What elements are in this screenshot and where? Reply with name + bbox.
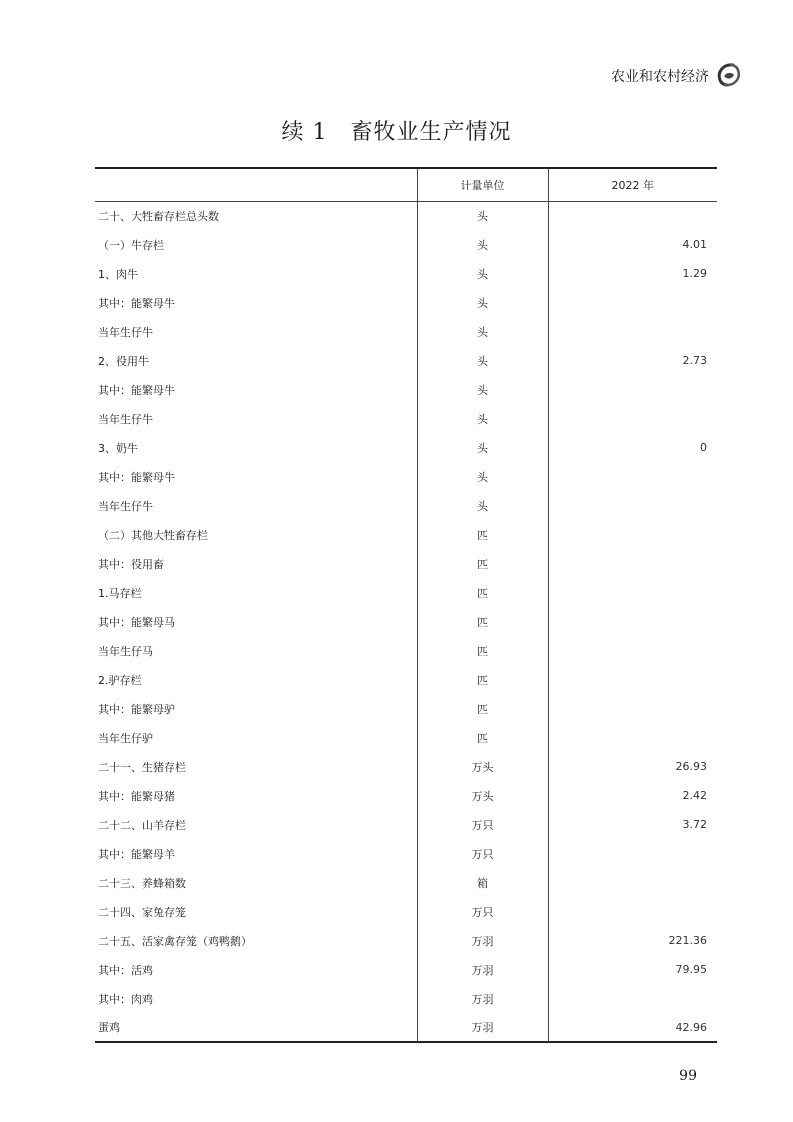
section-title: 农业和农村经济 — [611, 69, 709, 85]
table-row — [95, 520, 717, 549]
table-row — [95, 404, 717, 433]
row-value: 221.36 — [548, 926, 717, 955]
table-row — [95, 955, 717, 984]
row-unit: 箱 — [417, 868, 548, 897]
row-unit: 匹 — [417, 723, 548, 752]
row-value: 3.72 — [548, 810, 717, 839]
row-unit: 万只 — [417, 897, 548, 926]
table-row — [95, 462, 717, 491]
row-value — [548, 607, 717, 636]
table-row — [95, 1013, 717, 1042]
row-unit: 匹 — [417, 694, 548, 723]
row-value: 42.96 — [548, 1013, 717, 1042]
table-row — [95, 926, 717, 955]
table-row — [95, 549, 717, 578]
row-value: 2.73 — [548, 346, 717, 375]
table-row — [95, 694, 717, 723]
row-label: 二十二、山羊存栏 — [98, 818, 186, 832]
row-unit: 头 — [417, 230, 548, 259]
row-value — [548, 375, 717, 404]
row-label: 其中：能繁母牛 — [98, 383, 175, 397]
row-label: 其中：能繁母牛 — [98, 296, 175, 310]
table-row — [95, 491, 717, 520]
row-unit: 匹 — [417, 665, 548, 694]
header-item — [95, 168, 417, 201]
table-row — [95, 607, 717, 636]
page-title: 续 1 畜牧业生产情况 — [281, 120, 512, 145]
livestock-table-container — [95, 167, 717, 1043]
row-label: 当年生仔牛 — [98, 325, 153, 339]
row-value — [548, 201, 717, 230]
row-unit: 万羽 — [417, 955, 548, 984]
row-value: 2.42 — [548, 781, 717, 810]
row-label: 当年生仔牛 — [98, 412, 153, 426]
row-unit: 万羽 — [417, 984, 548, 1013]
table-row — [95, 636, 717, 665]
row-unit: 头 — [417, 404, 548, 433]
row-label: 其中：能繁母羊 — [98, 847, 175, 861]
row-unit: 头 — [417, 433, 548, 462]
swirl-logo-icon — [715, 62, 743, 88]
table-row — [95, 839, 717, 868]
row-label: 3、奶牛 — [98, 441, 138, 455]
row-unit: 头 — [417, 317, 548, 346]
row-unit: 头 — [417, 462, 548, 491]
row-value: 4.01 — [548, 230, 717, 259]
row-unit: 头 — [417, 491, 548, 520]
table-row — [95, 346, 717, 375]
row-unit: 万只 — [417, 839, 548, 868]
row-value: 26.93 — [548, 752, 717, 781]
row-label: 其中：能繁母牛 — [98, 470, 175, 484]
row-label: 二十四、家兔存笼 — [98, 905, 186, 919]
table-row — [95, 201, 717, 230]
row-unit: 万羽 — [417, 926, 548, 955]
row-label: 当年生仔牛 — [98, 499, 153, 513]
row-label: 二十五、活家禽存笼（鸡鸭鹅） — [98, 934, 252, 948]
row-label: 2、役用牛 — [98, 354, 149, 368]
header-year: 2022 年 — [548, 168, 717, 201]
table-row — [95, 375, 717, 404]
row-label: 其中：能繁母驴 — [98, 702, 175, 716]
row-unit: 头 — [417, 259, 548, 288]
row-value — [548, 404, 717, 433]
row-label: 二十一、生猪存栏 — [98, 760, 186, 774]
page-number: 99 — [679, 1068, 697, 1084]
table-row — [95, 230, 717, 259]
row-label: 二十、大牲畜存栏总头数 — [98, 210, 219, 224]
row-unit: 匹 — [417, 636, 548, 665]
table-row — [95, 752, 717, 781]
row-label: 当年生仔驴 — [98, 731, 153, 745]
row-value — [548, 317, 717, 346]
table-row — [95, 984, 717, 1013]
table-row — [95, 781, 717, 810]
row-value — [548, 984, 717, 1013]
row-label: 二十三、养蜂箱数 — [98, 876, 186, 890]
row-value — [548, 723, 717, 752]
row-value — [548, 636, 717, 665]
row-value — [548, 694, 717, 723]
row-label: 蛋鸡 — [95, 1013, 417, 1042]
table-row — [95, 317, 717, 346]
row-unit: 匹 — [417, 607, 548, 636]
row-label: 其中：役用畜 — [98, 557, 164, 571]
row-unit: 万只 — [417, 810, 548, 839]
row-label: 其中：肉鸡 — [98, 992, 153, 1006]
row-label: 其中：能繁母马 — [98, 615, 175, 629]
table-row — [95, 259, 717, 288]
row-value — [548, 288, 717, 317]
row-value: 0 — [548, 433, 717, 462]
row-unit: 万羽 — [417, 1013, 548, 1042]
row-value — [548, 462, 717, 491]
table-row — [95, 723, 717, 752]
row-value — [548, 520, 717, 549]
table-body — [95, 201, 717, 1042]
row-label: 当年生仔马 — [98, 644, 153, 658]
row-value: 1.29 — [548, 259, 717, 288]
row-value — [548, 549, 717, 578]
row-value — [548, 897, 717, 926]
row-unit: 头 — [417, 201, 548, 230]
row-value: 79.95 — [548, 955, 717, 984]
row-unit: 万头 — [417, 781, 548, 810]
row-value — [548, 665, 717, 694]
row-value — [548, 868, 717, 897]
row-unit: 头 — [417, 288, 548, 317]
row-unit: 匹 — [417, 549, 548, 578]
table-row — [95, 897, 717, 926]
row-unit: 头 — [417, 375, 548, 404]
row-label: 1、肉牛 — [98, 267, 138, 281]
table-row — [95, 288, 717, 317]
row-value — [548, 839, 717, 868]
table-header-row — [95, 168, 717, 201]
row-label: 2.驴存栏 — [98, 673, 142, 687]
row-label: 其中：活鸡 — [98, 963, 153, 977]
row-label: （一）牛存栏 — [98, 238, 164, 252]
table-row — [95, 578, 717, 607]
row-unit: 匹 — [417, 520, 548, 549]
livestock-table — [95, 167, 717, 1043]
row-label: （二）其他大牲畜存栏 — [98, 528, 208, 542]
table-row — [95, 665, 717, 694]
row-label: 其中：能繁母猪 — [98, 789, 175, 803]
table-row — [95, 868, 717, 897]
table-row — [95, 433, 717, 462]
header-unit: 计量单位 — [417, 168, 548, 201]
row-unit: 头 — [417, 346, 548, 375]
row-value — [548, 491, 717, 520]
row-value — [548, 578, 717, 607]
row-unit: 匹 — [417, 578, 548, 607]
row-unit: 万头 — [417, 752, 548, 781]
table-row — [95, 810, 717, 839]
row-label: 1.马存栏 — [98, 586, 142, 600]
